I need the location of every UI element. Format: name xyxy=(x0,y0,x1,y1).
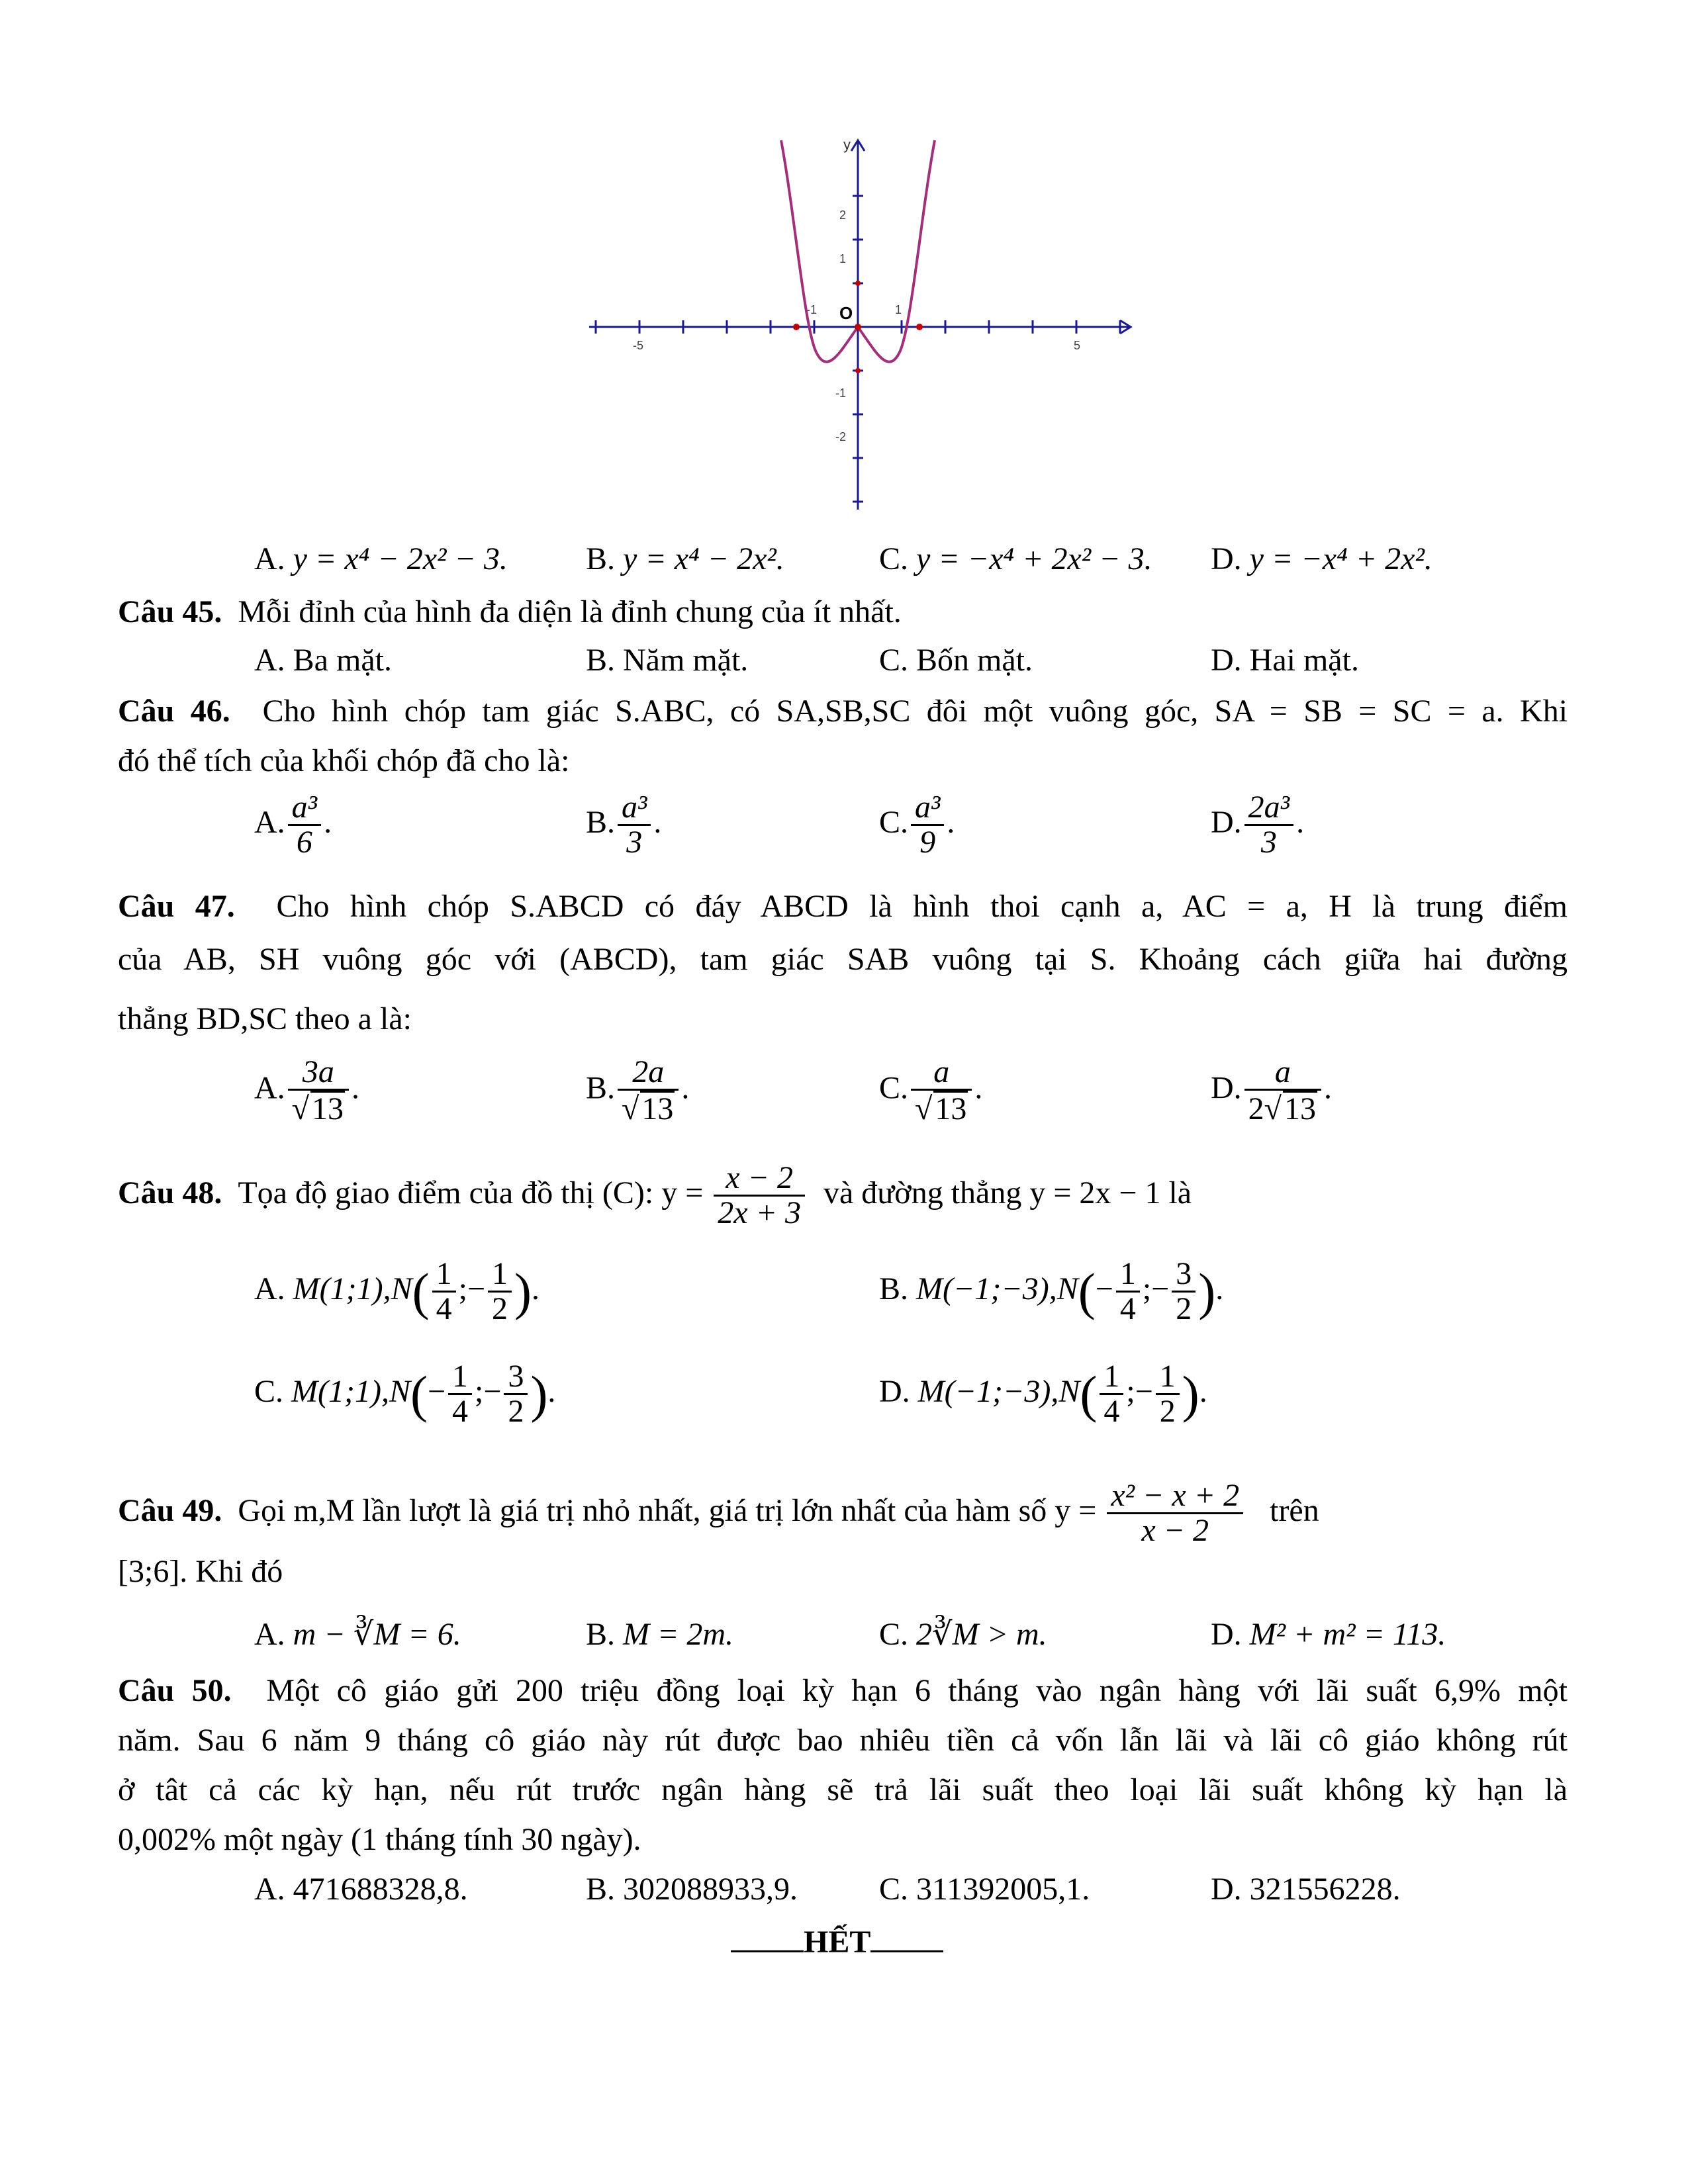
q47-label: Câu 47. xyxy=(118,889,235,924)
q49-stem-line1: Câu 49. Gọi m,M lần lượt là giá trị nhỏ nhất, giá trị lớn nhất của hàm số y = $\frac{\text{x² − x + 2}}{x - 2}$ trên xyxy=(118,1478,1319,1549)
q50-label: Câu 50. xyxy=(118,1673,232,1708)
q44-option-d: D. y = −x⁴ + 2x². xyxy=(1211,541,1432,576)
x-tick-label-5: 5 xyxy=(1074,339,1081,352)
q50-option-a: A. 471688328,8. xyxy=(254,1872,468,1907)
q48-option-b: B. M(−1;−3),N(− $\frac{1}{4}$ ;− $\frac{3}{2}$ ). xyxy=(879,1256,1224,1327)
q48-option-a: A. M(1;1),N( $\frac{1}{4}$ ;− $\frac{1}{2}$ ). xyxy=(254,1256,539,1327)
q45-option-d: D. Hai mặt. xyxy=(1211,643,1359,678)
q49-stem-line2: [3;6]. Khi đó xyxy=(118,1554,283,1589)
q50-stem-line1: Câu 50. Một cô giáo gửi 200 triệu đồng loại kỳ hạn 6 tháng vào ngân hàng với lãi suất 6,9% một xyxy=(118,1673,1568,1708)
y-tick-label-2: 2 xyxy=(839,208,847,222)
end-marker: HẾT xyxy=(731,1923,943,1962)
q47-stem-line3: thẳng BD,SC theo a là: xyxy=(118,1001,412,1036)
q44-option-c: C. y = −x⁴ + 2x² − 3. xyxy=(879,541,1152,576)
q46-option-c: C. $\frac{\text{a³}}{9}$ . xyxy=(879,790,955,860)
q49-option-c: C. 2∛M > m. xyxy=(879,1617,1047,1652)
q46-option-a: A. $\frac{\text{a³}}{6}$ . xyxy=(254,790,332,860)
y-tick-label-neg2: -2 xyxy=(835,430,847,443)
q45-option-a: A. Ba mặt. xyxy=(254,643,392,678)
q44-option-b: B. y = x⁴ − 2x². xyxy=(586,541,784,576)
q50-stem-line3: ở tât cả các kỳ hạn, nếu rút trước ngân hàng sẽ trả lãi suất theo loại lãi suất không kỳ hạn là xyxy=(118,1772,1568,1807)
q49-option-b: B. M = 2m. xyxy=(586,1617,734,1652)
q45-option-b: B. Năm mặt. xyxy=(586,643,749,678)
y-axis-label: y xyxy=(843,136,851,153)
q44-option-a: A. y = x⁴ − 2x² − 3. xyxy=(254,541,508,576)
q46-label: Câu 46. xyxy=(118,694,230,729)
q48-stem: Câu 48. Tọa độ giao điểm của đồ thị (C): y = $\frac{x - 2}{2x + 3}$ và đường thẳng y = 2x − 1 là xyxy=(118,1160,1192,1231)
x-tick-label-neg1: -1 xyxy=(806,303,818,316)
q50-stem-line2: năm. Sau 6 năm 9 tháng cô giáo này rút được bao nhiêu tiền cả vốn lẫn lãi và lãi cô giáo không rút xyxy=(118,1723,1568,1758)
q50-option-d: D. 321556228. xyxy=(1211,1872,1401,1907)
q45-option-c: C. Bốn mặt. xyxy=(879,643,1033,678)
q48-option-c: C. M(1;1),N(− $\frac{1}{4}$ ;− $\frac{3}{2}$ ). xyxy=(254,1359,556,1430)
q46-option-d: D. $\frac{\text{2a³}}{3}$ . xyxy=(1211,790,1305,860)
q48-option-d: D. M(−1;−3),N( $\frac{1}{4}$ ;− $\frac{1}{2}$ ). xyxy=(879,1359,1207,1430)
q46-option-b: B. $\frac{\text{a³}}{3}$ . xyxy=(586,790,662,860)
q47-option-c: C. $\frac{a}{√13}$ . xyxy=(879,1054,983,1127)
q47-option-a: A. $\frac{3a}{√13}$ . xyxy=(254,1054,360,1127)
q47-option-b: B. $\frac{2a}{√13}$ . xyxy=(586,1054,690,1127)
q48-label: Câu 48. xyxy=(118,1175,222,1210)
q50-stem-line4: 0,002% một ngày (1 tháng tính 30 ngày). xyxy=(118,1822,641,1857)
y-tick-label-1: 1 xyxy=(839,252,847,265)
q50-option-b: B. 302088933,9. xyxy=(586,1872,798,1907)
q49-option-d: D. M² + m² = 113. xyxy=(1211,1617,1446,1652)
q47-stem-line2: của AB, SH vuông góc với (ABCD), tam giác SAB vuông tại S. Khoảng cách giữa hai đường xyxy=(118,942,1568,977)
q49-option-a: A. m − ∛M = 6. xyxy=(254,1617,461,1652)
q45-label: Câu 45. xyxy=(118,594,222,629)
q46-stem-line2: đó thể tích của khối chóp đã cho là: xyxy=(118,743,570,778)
y-tick-label-neg1: -1 xyxy=(835,387,847,400)
q50-option-c: C. 311392005,1. xyxy=(879,1872,1090,1907)
q47-option-d: D. $\frac{a}{2√13}$ . xyxy=(1211,1054,1333,1127)
x-tick-label-1: 1 xyxy=(895,303,902,316)
origin-label: O xyxy=(839,303,853,323)
x-tick-label-neg5: -5 xyxy=(633,339,644,352)
function-graph xyxy=(576,132,1139,516)
q45-stem: Câu 45. Mỗi đỉnh của hình đa diện là đỉnh chung của ít nhất. xyxy=(118,594,902,629)
q49-label: Câu 49. xyxy=(118,1492,222,1528)
q46-stem-line1: Câu 46. Cho hình chóp tam giác S.ABC, có SA,SB,SC đôi một vuông góc, SA = SB = SC = a. Khi xyxy=(118,694,1568,729)
q47-stem-line1: Câu 47. Cho hình chóp S.ABCD có đáy ABCD là hình thoi cạnh a, AC = a, H là trung điểm xyxy=(118,889,1568,924)
